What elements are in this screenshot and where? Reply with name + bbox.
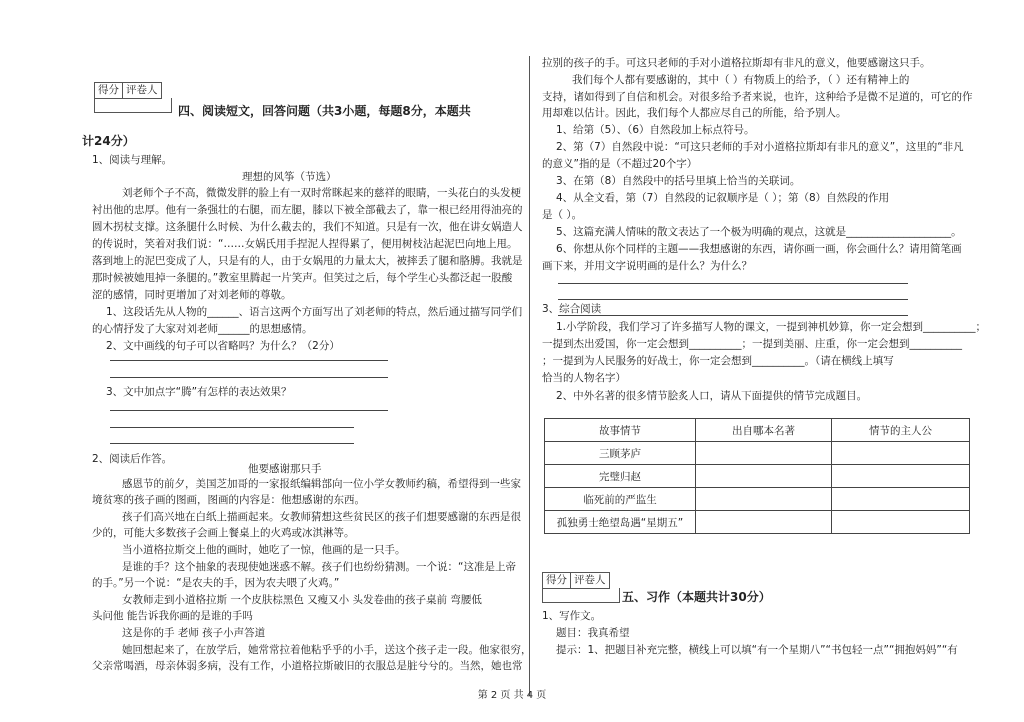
answer-cell[interactable] bbox=[832, 511, 970, 534]
writing-line: 提示：1、把题目补充完整，横线上可以填“有一个星期八”“书包轻一点”“拥抱妈妈”“有 bbox=[556, 644, 958, 656]
answer-cell[interactable] bbox=[832, 465, 970, 488]
question-line: 的意义”指的是（不超过20个字） bbox=[542, 158, 698, 170]
q1-heading: 1、阅读与理解。 bbox=[92, 154, 173, 166]
passage2-line: 境贫寒的孩子画的图画，图画的内容是：他想感谢的东西。 bbox=[92, 494, 365, 506]
passage1-line: 涩的感情，同时更增加了对刘老师的尊敬。 bbox=[92, 289, 292, 301]
grader-label: 评卷人 bbox=[126, 84, 158, 96]
q3-line: 2、中外名著的很多情节脍炙人口，请从下面提供的情节完成题目。 bbox=[556, 390, 868, 402]
answer-line[interactable] bbox=[110, 377, 388, 378]
passage2-line: 她回想起来了，在放学后，她常常拉着他粘乎乎的小手，送这个孩子走一段。他家很穷， bbox=[122, 644, 532, 656]
answer-cell[interactable] bbox=[832, 488, 970, 511]
q1-2: 2、文中画线的句子可以省略吗？为什么？（2分） bbox=[106, 340, 340, 352]
q3-line: 一提到杰出爱国，你一定会想到__________；一提到美丽、庄重，你一定会想到__________ bbox=[542, 338, 962, 350]
q3-line: 恰当的人物名字） bbox=[542, 372, 626, 384]
answer-cell[interactable] bbox=[696, 442, 832, 465]
table-cell: 临死前的严监生 bbox=[545, 488, 696, 511]
answer-line[interactable] bbox=[110, 443, 354, 444]
table-row bbox=[545, 442, 970, 465]
passage2-line: 头问他 能告诉我你画的是谁的手吗 bbox=[92, 610, 253, 622]
q2-heading: 2、阅读后作答。 bbox=[92, 453, 173, 465]
passage1-line: 衬出他的忠厚。他有一条强壮的右腿，而左腿，膝以下被全部截去了，靠一根已经用得油亮的 bbox=[92, 204, 523, 216]
passage-para: 用却难以估计。因此，我们每个人都应尽自己的所能，给予别人。 bbox=[542, 107, 847, 119]
writing-line: 1、写作文。 bbox=[542, 610, 602, 622]
answer-line[interactable] bbox=[110, 427, 354, 428]
passage2-line: 当小道格拉斯交上他的画时，她吃了一惊，他画的是一只手。 bbox=[122, 544, 406, 556]
passage-cont: 拉别的孩子的手。可这只老师的手对小道格拉斯却有非凡的意义，他要感谢这只手。 bbox=[542, 57, 931, 69]
passage2-line: 这是你的手 老师 孩子小声答道 bbox=[122, 627, 266, 639]
answer-cell[interactable] bbox=[696, 488, 832, 511]
score-box bbox=[542, 572, 610, 589]
table-header: 出自哪本名著 bbox=[696, 419, 832, 442]
question-line: 是（ ）。 bbox=[542, 209, 583, 221]
question-line: 6、你想从你个同样的主题——我想感谢的东西，请你画一画，你会画什么？请用简笔画 bbox=[556, 243, 962, 255]
section5-title: 五、习作（本题共计30分） bbox=[622, 590, 771, 604]
page-footer: 第 2 页 共 4 页 bbox=[477, 690, 547, 701]
passage2-line: 的手。”另一个说：“是农夫的手，因为农夫喂了火鸡。” bbox=[92, 577, 340, 589]
answer-line[interactable] bbox=[110, 410, 388, 411]
table-header: 情节的主人公 bbox=[832, 419, 970, 442]
score-box-blank bbox=[542, 588, 620, 603]
passage1-line: 的传说时，笑着对我们说：“……女娲氏用手捏泥人捏得累了，便用树枝沾起泥巴向地上甩。 bbox=[92, 238, 518, 250]
passage1-title: 理想的风筝（节选） bbox=[242, 171, 337, 183]
answer-line[interactable] bbox=[558, 283, 908, 284]
q1-1b: 的心情抒发了大家对刘老师______的思想感情。 bbox=[92, 323, 313, 335]
table-row bbox=[545, 488, 970, 511]
table-header-row bbox=[545, 419, 970, 442]
q3-heading: 3、综合阅读 bbox=[542, 303, 602, 315]
answer-cell[interactable] bbox=[696, 465, 832, 488]
question-line: 1、给第（5）、（6）自然段加上标点符号。 bbox=[556, 124, 755, 136]
section4-title-cont: 计24分） bbox=[82, 134, 135, 148]
passage2-title: 他要感谢那只手 bbox=[248, 463, 322, 475]
answer-cell[interactable] bbox=[696, 511, 832, 534]
passage1-line: 刘老师个子不高，微微发胖的脸上有一双时常眯起来的慈祥的眼睛，一头花白的头发梗 bbox=[122, 187, 521, 199]
table-row bbox=[545, 465, 970, 488]
answer-cell[interactable] bbox=[832, 442, 970, 465]
answer-line[interactable] bbox=[558, 299, 908, 300]
plot-table bbox=[544, 418, 970, 534]
q3-line: ；一提到为人民服务的好战士，你一定会想到__________。（请在横线上填写 bbox=[542, 355, 894, 367]
passage2-line: 是谁的手？这个抽象的表现使她迷惑不解。孩子们也纷纷猜测。一个说：“这准是上帝 bbox=[122, 561, 516, 573]
passage2-line: 女教师走到小道格拉斯 一个皮肤棕黑色 又瘦又小 头发卷曲的孩子桌前 弯腰低 bbox=[122, 594, 482, 606]
passage2-line: 孩子们高兴地在白纸上描画起来。女教师猜想这些贫民区的孩子们想要感谢的东西是很 bbox=[122, 511, 521, 523]
table-row bbox=[545, 511, 970, 534]
question-line: 画下来，并用文字说明画的是什么？为什么？ bbox=[542, 260, 752, 272]
section4-title: 四、阅读短文，回答问题（共3小题，每题8分，本题共 bbox=[178, 104, 471, 118]
score-label: 得分 bbox=[543, 573, 571, 588]
table-cell: 孤独勇士绝望岛遇“星期五” bbox=[545, 511, 696, 534]
q1-1: 1、这段话先从人物的______、语言这两个方面写出了刘老师的特点，然后通过描写同学们 bbox=[106, 306, 523, 318]
passage-para: 我们每个人都有要感谢的，其中（ ）有物质上的给予，（ ）还有精神上的 bbox=[572, 74, 910, 86]
writing-line: 题目：我真希望 bbox=[556, 627, 630, 639]
score-box-blank bbox=[94, 98, 172, 113]
score-box bbox=[94, 82, 162, 99]
passage-para: 支持，诸如得到了自信和机会。对很多给予者来说，也许，这种给予是微不足道的，可它的作 bbox=[542, 91, 973, 103]
answer-line[interactable] bbox=[110, 360, 388, 361]
answer-line[interactable] bbox=[558, 315, 908, 316]
passage2-line: 父亲常喝酒，母亲体弱多病，没有工作，小道格拉斯破旧的衣服总是脏兮兮的。当然，她也常 bbox=[92, 660, 523, 672]
table-cell: 三顾茅庐 bbox=[545, 442, 696, 465]
q3-line: 1.小学阶段，我们学习了许多描写人物的课文，一提到神机妙算，你一定会想到__________； bbox=[556, 321, 987, 333]
passage1-line: 圆木拐杖支撑。这条腿什么时候、为什么截去的，我们不知道。只是有一次，他在讲女娲造人 bbox=[92, 221, 523, 233]
question-line: 5、这篇充满人情味的散文表达了一个极为明确的观点，这就是____________________。 bbox=[556, 226, 962, 238]
passage1-line: 落到地上的泥巴变成了人，只是有的人，由于女娲甩的力量太大，被摔丢了腿和胳膊。我就是 bbox=[92, 255, 523, 267]
q1-3: 3、文中加点字“腾”有怎样的表达效果？ bbox=[106, 386, 292, 398]
question-line: 3、在第（8）自然段中的括号里填上恰当的关联词。 bbox=[556, 175, 801, 187]
grader-label: 评卷人 bbox=[574, 574, 606, 586]
passage1-line: 那时候被她甩掉一条腿的。”教室里腾起一片笑声。但笑过之后，每个学生心头都泛起一股酸 bbox=[92, 272, 513, 284]
passage2-line: 感恩节的前夕，美国芝加哥的一家报纸编辑部向一位小学女教师约稿，希望得到一些家 bbox=[122, 478, 521, 490]
table-header: 故事情节 bbox=[545, 419, 696, 442]
score-label: 得分 bbox=[95, 83, 123, 98]
table-cell: 完璧归赵 bbox=[545, 465, 696, 488]
passage2-line: 少的，可能大多数孩子会画上餐桌上的火鸡或冰淇淋等。 bbox=[92, 527, 355, 539]
question-line: 4、从全文看，第（7）自然段的记叙顺序是（ ）；第（8）自然段的作用 bbox=[556, 192, 890, 204]
column-divider bbox=[529, 56, 530, 696]
question-line: 2、第（7）自然段中说：“可这只老师的手对小道格拉斯却有非凡的意义”，这里的“非凡 bbox=[556, 141, 964, 153]
